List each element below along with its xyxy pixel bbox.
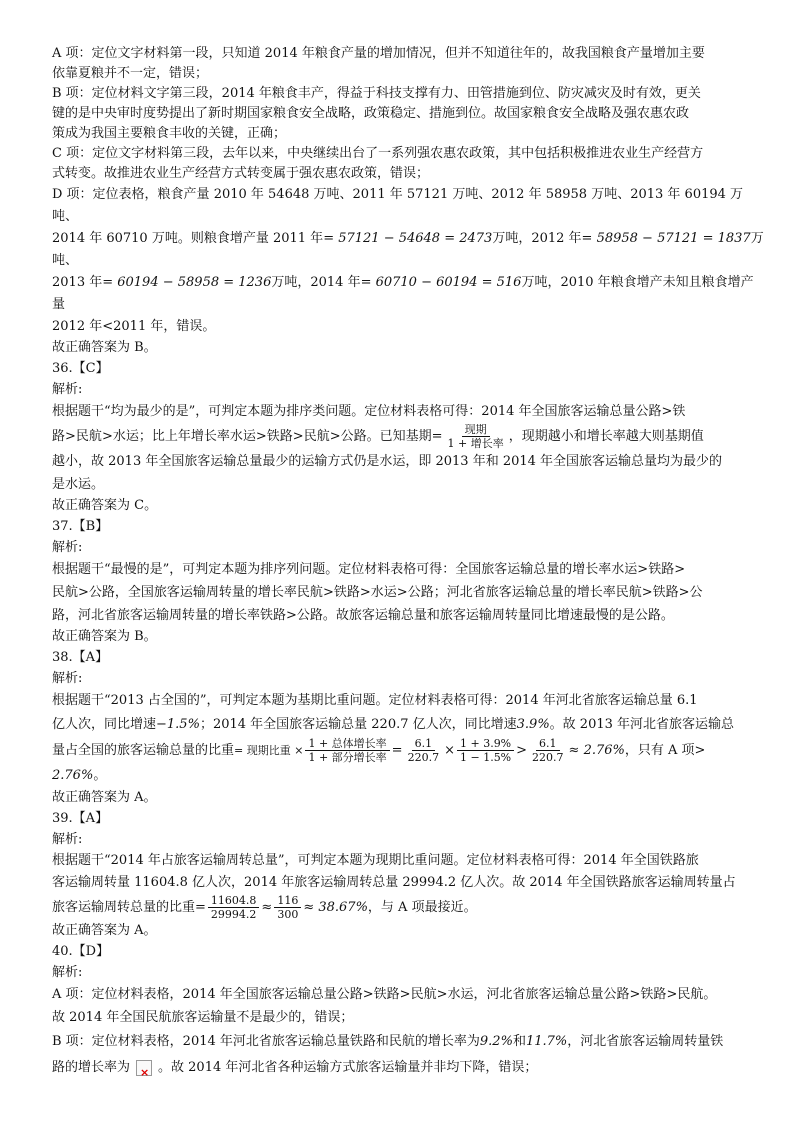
text-line: 式转变。故推进农业生产经营方式转变属于强农惠农政策，错误； — [52, 166, 430, 181]
text-line: 键的是中央审时度势提出了新时期国家粮食安全战略，政策稳定、措施到位。故国家粮食安全战略及强农惠农政 — [52, 106, 690, 121]
text-line: 路 — [52, 429, 66, 444]
math-expression: = 58958 − 57121 = 1837 — [581, 231, 751, 246]
text-line: 铁路 — [652, 585, 679, 600]
math-symbol: > — [516, 743, 528, 758]
math-symbol: > — [101, 429, 113, 444]
text-line: 铁 — [672, 404, 686, 419]
math-symbol: > — [678, 585, 690, 600]
fraction-denominator: 29994.2 — [210, 908, 257, 921]
fraction-denominator: 1 + 增长率 — [447, 437, 504, 450]
broken-image-icon — [136, 1060, 152, 1076]
text-line: 。 — [93, 768, 107, 783]
text-line: 万吨、 — [52, 231, 764, 268]
math-symbol: > — [255, 429, 267, 444]
option-b-paragraph — [52, 1029, 764, 1081]
text-line: 公路。故旅客运输总量和旅客运输周转量同比增速最慢的是公路。 — [296, 608, 674, 623]
text-line: 旅客运输周转总量的比重 — [52, 900, 196, 915]
text-line: 根据题干“2014 年占旅客运输周转总量”，可判定本题为现期比重问题。定位材料表格可得：2014 年全国铁路旅 — [52, 853, 699, 868]
option-a-paragraph — [52, 983, 764, 1029]
math-symbol: = — [391, 743, 403, 758]
math-expression: = 现期比重 × — [234, 744, 304, 757]
math-symbol: > — [65, 429, 76, 444]
fraction-numerator: 现期 — [462, 423, 490, 437]
text-line: 水运，河北省旅客运输总量公路 — [447, 987, 630, 1002]
text-line: 路，河北省旅客运输周转量的增长率铁路 — [52, 608, 287, 623]
fraction-denominator: 220.7 — [532, 751, 564, 764]
math-expression: ≈ 38.67% — [303, 900, 368, 915]
math-symbol: > — [641, 585, 653, 600]
analysis-paragraph: 根据题干“均为最少的是”，可判定本题为排序类问题。定位材料表格可得：2014 年全国旅客运输总量公路>铁 路>民航>水运；比上年增长率水运>铁路>民航>公路。已知基期= $\frac{\text{现期}}{\text{1 + 增长率}}$ ，现期越小和增长率越大则基期值 越小，故 2013 年全国旅客运输总量最少的运输方式仍是水运，即 2013 年和 2014 年全国旅客运输总量均为最少的 是水运。 — [52, 404, 723, 492]
text-line: 民航 — [75, 429, 102, 444]
text-line: 策成为我国主要粮食丰收的关键，正确； — [52, 126, 287, 141]
text-line: B 项：定位材料表格，2014 年河北省旅客运输总量铁路和民航的增长率为 — [52, 1034, 480, 1049]
text-line: 客运输周转量 11604.8 亿人次，2014 年旅客运输周转总量 29994.2 亿人次。故 2014 年全国铁路旅客运输周转量占 — [52, 875, 736, 890]
fraction-numerator: 116 — [274, 894, 301, 908]
math-symbol: > — [666, 987, 678, 1002]
text-line: 故 2014 年全国民航旅客运输量不是最少的，错误； — [52, 1010, 354, 1025]
text-line: 铁路 — [373, 987, 400, 1002]
math-symbol: > — [396, 585, 408, 600]
fraction-numerator: 1 + 3.9% — [457, 737, 514, 751]
text-line: 民航 — [303, 429, 330, 444]
analysis-paragraph — [52, 689, 764, 788]
text-line: 是水运。 — [52, 477, 105, 492]
text-line: 越小，故 2013 年全国旅客运输总量最少的运输方式仍是水运，即 2013 年和 2014 年全国旅客运输总量均为最少的 — [52, 454, 723, 469]
math-symbol: > — [661, 404, 673, 419]
text-line: 铁路 — [266, 429, 293, 444]
text-line: 根据题干“最慢的是”，可判定本题为排序列问题。定位材料表格可得：全国旅客运输总量的增长率水运 — [52, 562, 638, 577]
math-expression: = 57121 − 54648 = 2473 — [323, 231, 493, 246]
question-number: 37.【B】 — [52, 519, 109, 534]
text-line: 根据题干“均为最少的是”，可判定本题为排序类问题。定位材料表格可得：2014 年全国旅客运输总量公路 — [52, 404, 662, 419]
fraction-denominator: 300 — [277, 908, 299, 921]
math-symbol: > — [362, 987, 374, 1002]
text-line: 量占全国的旅客运输总量的比重 — [52, 743, 235, 758]
math-symbol: ≈ — [261, 900, 273, 915]
text-line: 铁路 — [640, 987, 667, 1002]
text-line: 万吨，2014 年 — [271, 275, 361, 290]
analysis-paragraph — [52, 558, 764, 627]
math-symbol: > — [674, 562, 686, 577]
analysis-label: 解析: — [52, 965, 83, 980]
option-a-paragraph — [52, 44, 764, 84]
fraction-denominator: 220.7 — [407, 751, 440, 764]
math-symbol: < — [102, 319, 114, 334]
analysis-label: 解析: — [52, 382, 83, 397]
text-line: 水运 — [370, 585, 397, 600]
analysis-label: 解析: — [52, 832, 83, 847]
text-line: ，河北省旅客运输周转量铁 — [567, 1034, 724, 1049]
text-line: ，只有 A 项 — [624, 743, 695, 758]
text-line: 万吨，2010 年粮食增产未知且粮食增产量 — [52, 275, 754, 312]
text-line: 2011 年，错误。 — [113, 319, 216, 334]
math-symbol: > — [399, 987, 411, 1002]
answer-explanation-page — [52, 44, 764, 1081]
math-symbol: > — [322, 585, 334, 600]
text-line: 2014 年 60710 万吨。则粮食增产量 2011 年 — [52, 231, 324, 246]
text-line: 。故 2014 年河北省各种运输方式旅客运输量并非均下降，错误； — [158, 1060, 538, 1075]
math-symbol: > — [637, 562, 649, 577]
answer-line: 故正确答案为 A。 — [52, 923, 157, 938]
option-b-paragraph — [52, 84, 764, 144]
text-line: A 项：定位文字材料第一段，只知道 2014 年粮食产量的增加情况，但并不知道往年的，故我国粮食产量增加主要 — [52, 46, 705, 61]
text-line: ；2014 年全国旅客运输总量 220.7 亿人次，同比增速 — [199, 717, 517, 732]
text-line: A 项：定位材料表格，2014 年全国旅客运输总量公路 — [52, 987, 363, 1002]
text-line: 2012 年 — [52, 319, 103, 334]
text-line: 路的增长率为 — [52, 1060, 131, 1075]
math-symbol: = — [195, 900, 206, 915]
fraction-denominator: 1 + 部分增长率 — [308, 751, 387, 764]
analysis-label: 解析: — [52, 540, 83, 555]
text-line: 铁路 — [333, 585, 360, 600]
text-line: 民航 — [410, 987, 437, 1002]
text-line: 2013 年 — [52, 275, 103, 290]
text-line: 水运；比上年增长率水运 — [112, 429, 256, 444]
option-c-paragraph — [52, 144, 764, 184]
question-number: 36.【C】 — [52, 361, 109, 376]
math-expression: = 60194 − 58958 = 1236 — [102, 275, 272, 290]
answer-line: 故正确答案为 A。 — [52, 790, 157, 805]
fraction-numerator: 1 + 总体增长率 — [305, 737, 389, 751]
answer-line: 故正确答案为 B。 — [52, 340, 157, 355]
text-line: 万吨，2012 年 — [492, 231, 582, 246]
text-line: 根据题干“2013 占全国的”，可判定本题为基期比重问题。定位材料表格可得：2014 年河北省旅客运输总量 6.1 — [52, 693, 698, 708]
text-line: 民航 — [52, 585, 79, 600]
text-line: 铁路 — [648, 562, 675, 577]
math-expression: 9.2% — [479, 1034, 513, 1049]
math-symbol: > — [436, 987, 448, 1002]
text-line: 公路。已知基期 — [340, 429, 432, 444]
text-line: B 项：定位材料文字第三段，2014 年粮食丰产，得益于科技支撑有力、田管措施到位、防灾减灾及时有效，更关 — [52, 86, 701, 101]
fraction — [529, 737, 567, 764]
text-line: 民航。 — [677, 987, 717, 1002]
analysis-label: 解析: — [52, 671, 83, 686]
math-symbol: > — [694, 743, 706, 758]
text-line: ，与 A 项最接近。 — [367, 900, 477, 915]
text-line: 和 — [512, 1034, 526, 1049]
math-symbol: > — [359, 585, 371, 600]
option-d-paragraph — [52, 184, 764, 338]
text-line: 依靠夏粮并不一定，错误； — [52, 66, 209, 81]
text-line: 公路，全国旅客运输周转量的增长率民航 — [88, 585, 323, 600]
math-symbol: × — [444, 743, 455, 758]
math-expression: = 60710 − 60194 = 516 — [360, 275, 522, 290]
math-expression: ≈ 2.76% — [568, 743, 625, 758]
question-number: 39.【A】 — [52, 811, 109, 826]
math-symbol: > — [78, 585, 89, 600]
math-symbol: > — [292, 429, 304, 444]
text-line: C 项：定位文字材料第三段，去年以来，中央继续出台了一系列强农惠农政策，其中包括积极推进农业生产经营方 — [52, 146, 704, 161]
fraction-numerator: 6.1 — [412, 737, 436, 751]
question-number: 38.【A】 — [52, 650, 109, 665]
math-expression: 2.76% — [52, 768, 94, 783]
math-symbol: > — [329, 429, 341, 444]
text-line: D 项：定位表格，粮食产量 2010 年 54648 万吨、2011 年 57121 万吨、2012 年 58958 万吨、2013 年 60194 万吨、 — [52, 187, 744, 224]
fraction — [305, 737, 389, 764]
fraction-numerator: 11604.8 — [208, 894, 260, 908]
fraction — [457, 737, 514, 764]
fraction — [405, 737, 443, 764]
text-line: 。故 2013 年河北省旅客运输总 — [549, 717, 735, 732]
math-symbol: > — [629, 987, 641, 1002]
math-expression: 11.7% — [525, 1034, 568, 1049]
text-line: 公 — [689, 585, 703, 600]
math-symbol: > — [286, 608, 297, 623]
fraction-denominator: 1 − 1.5% — [459, 751, 512, 764]
fraction — [274, 894, 301, 921]
math-expression: −1.5% — [156, 717, 200, 732]
analysis-paragraph — [52, 850, 764, 921]
math-expression: 3.9% — [516, 717, 550, 732]
answer-line: 故正确答案为 B。 — [52, 629, 157, 644]
text-line: 公路；河北省旅客运输总量的增长率民航 — [407, 585, 642, 600]
question-number: 40.【D】 — [52, 944, 110, 959]
fraction — [208, 894, 260, 921]
answer-line: 故正确答案为 C。 — [52, 498, 158, 513]
text-line: ，现期越小和增长率越大则基期值 — [508, 429, 704, 444]
fraction — [445, 423, 507, 450]
fraction-numerator: 6.1 — [536, 737, 560, 751]
text-line: 亿人次，同比增速 — [52, 717, 157, 732]
